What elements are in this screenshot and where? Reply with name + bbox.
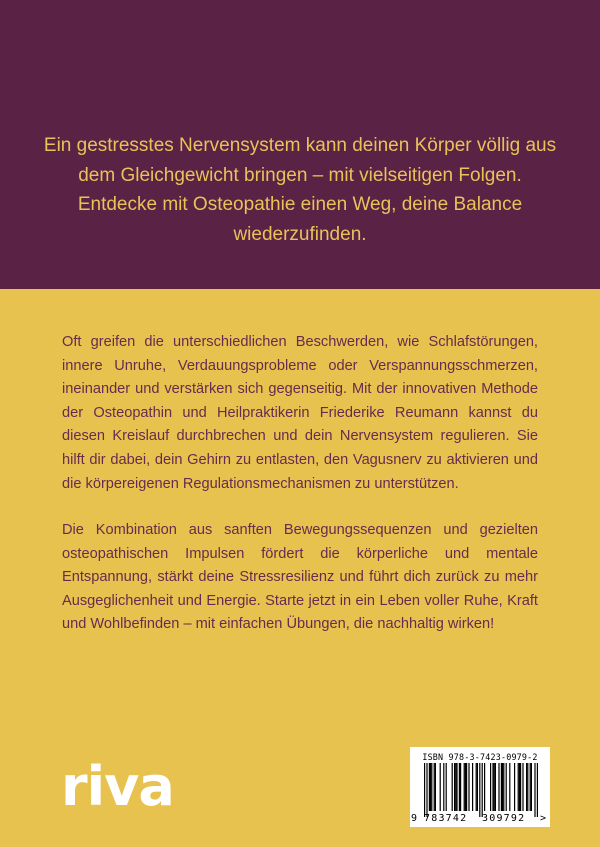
barcode-bar xyxy=(455,763,456,811)
barcode-bar xyxy=(446,763,447,811)
barcode-bar xyxy=(484,763,485,811)
barcode-bar xyxy=(531,763,532,811)
barcode-bar xyxy=(490,763,491,811)
barcode-bar xyxy=(460,763,461,811)
barcode-bar xyxy=(429,763,430,811)
barcode-bar xyxy=(459,763,460,811)
barcode-bar xyxy=(537,763,538,817)
barcode-bar xyxy=(456,763,457,811)
barcode-bar xyxy=(440,763,441,811)
barcode-bar xyxy=(476,763,477,811)
barcode-bar xyxy=(472,763,473,811)
barcode-bar xyxy=(435,763,436,811)
barcode-bar xyxy=(498,763,499,811)
barcode-bar xyxy=(527,763,528,811)
barcode-bar xyxy=(424,763,425,817)
ean-first-digit: 9 xyxy=(411,813,418,824)
ean-arrow: > xyxy=(540,813,547,824)
barcode-bar xyxy=(534,763,535,817)
barcode-bar xyxy=(506,763,507,811)
barcode-bar xyxy=(526,763,527,811)
barcode-bar xyxy=(501,763,502,811)
barcode-bar xyxy=(465,763,466,811)
barcode-bar xyxy=(482,763,483,817)
barcode-bar xyxy=(443,763,444,811)
barcode-bars xyxy=(418,763,542,817)
tagline: Ein gestresstes Nervensystem kann deinen Körper völlig aus dem Gleichgewicht bringen – mit vielseitigen Folgen. Entdecke mit Osteopathie einen Weg, deine Balance wiederzufinden. xyxy=(43,135,557,245)
barcode-bar xyxy=(477,763,478,811)
barcode-bar xyxy=(514,763,515,811)
body-paragraph-1: Oft greifen die unterschiedlichen Beschwerden, wie Schlafstörungen, innere Unruhe, Verdauungsprobleme oder Verspannungsschmerzen, ineinander und verstärken sich gegenseitig. Mit der innovativen Methode der Osteopathin und Heilpraktikerin Friederike Reumann kannst du diesen Kreislauf durchbrechen und dein Nervensystem regulieren. Sie hilft dir dabei, dein Gehirn zu entlasten, den Vagusnerv zu aktivieren und die körpereigenen Regulationsmechanismen zu unterstützen. xyxy=(62,334,538,492)
barcode-bar xyxy=(464,763,465,811)
barcode-bar xyxy=(434,763,435,811)
barcode-bar xyxy=(426,763,427,817)
barcode-bar xyxy=(494,763,495,811)
barcode-bar xyxy=(520,763,521,811)
isbn-barcode xyxy=(410,747,550,827)
isbn-label: ISBN 978-3-7423-0979-2 xyxy=(422,752,538,762)
ean-left-group: 783742 xyxy=(424,813,468,824)
barcode-bar xyxy=(479,763,480,817)
barcode-bar xyxy=(503,763,504,811)
barcode-bar xyxy=(519,763,520,811)
body-paragraph-2: Die Kombination aus sanften Bewegungssequenzen und gezielten osteopathischen Impulsen fördert die körperliche und mentale Entspannung, stärkt deine Stressresilienz und führt dich zurück zu mehr Ausgeglichenheit und Energie. Starte jetzt in ein Leben voller Ruhe, Kraft und Wohlbefinden – mit einfachen Übungen, die nachhaltig wirken! xyxy=(62,522,538,633)
barcode-bar xyxy=(466,763,467,811)
publisher-logo: riva xyxy=(61,755,174,818)
barcode-bar xyxy=(530,763,531,811)
barcode-bar xyxy=(431,763,432,811)
barcode-bar xyxy=(502,763,503,811)
ean-right-group: 309792 xyxy=(482,813,526,824)
barcode-bar xyxy=(495,763,496,811)
barcode-bar xyxy=(522,763,523,811)
barcode-bar xyxy=(452,763,453,811)
top-band xyxy=(0,0,600,289)
barcode-bar xyxy=(468,763,469,811)
barcode-bar xyxy=(430,763,431,811)
barcode-bar xyxy=(454,763,455,811)
barcode-bar xyxy=(492,763,493,811)
barcode-bar xyxy=(518,763,519,811)
barcode-bar xyxy=(509,763,510,811)
